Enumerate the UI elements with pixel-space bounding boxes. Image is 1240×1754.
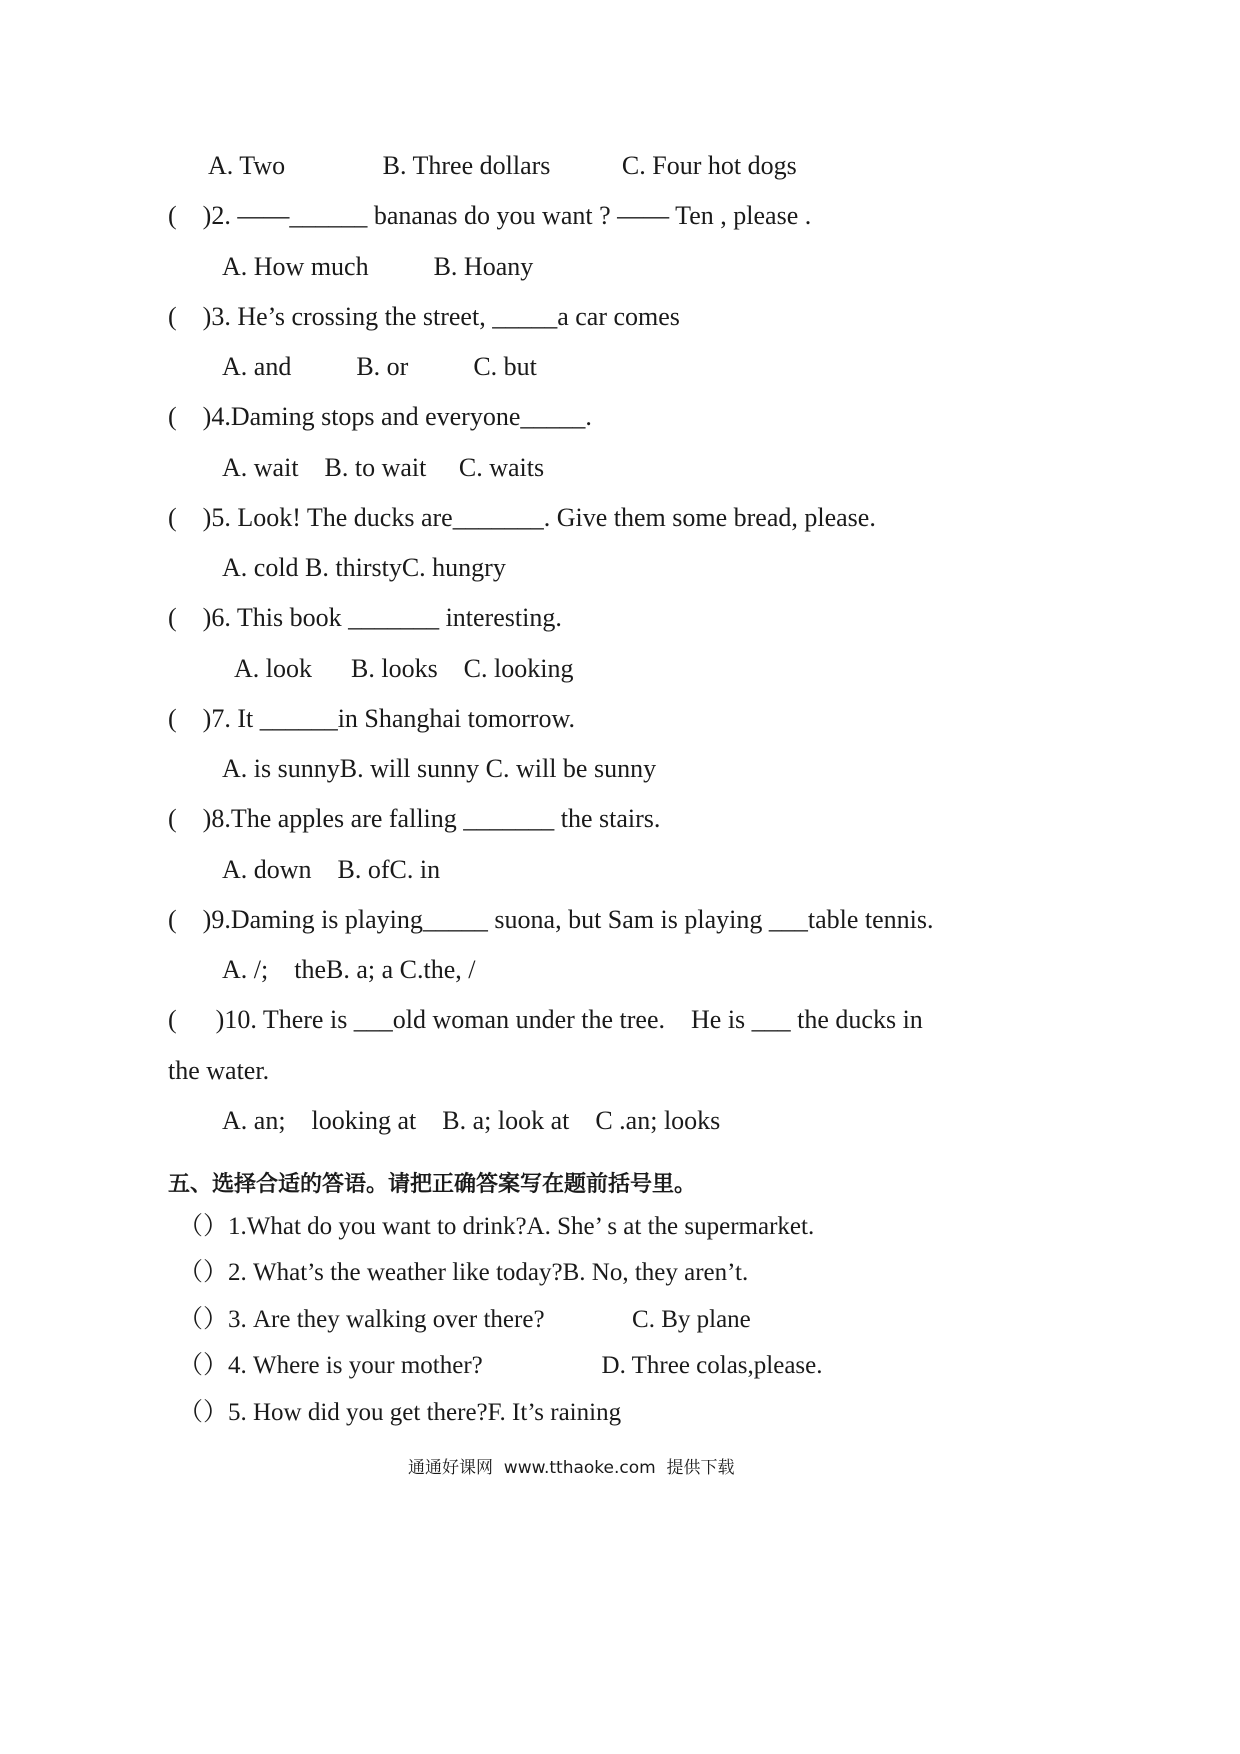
q3-options: A. and B. or C. but <box>222 352 537 381</box>
q8-stem: ( )8.The apples are falling _______ the stairs. <box>168 804 661 833</box>
q7-options: A. is sunnyB. will sunny C. will be sunny <box>222 754 657 783</box>
q2-options: A. How much B. Hoany <box>222 252 534 281</box>
q9-options: A. /; theB. a; a C.the, / <box>222 955 476 984</box>
q5-stem: ( )5. Look! The ducks are_______. Give them some bread, please. <box>168 503 876 532</box>
q2-stem: ( )2. ——______ bananas do you want ? —— Ten , please . <box>168 201 812 230</box>
q6-options: A. look B. looks C. looking <box>234 654 574 683</box>
q10-stem-continued: the water. <box>168 1056 270 1085</box>
q10-options: A. an; looking at B. a; look at C .an; looks <box>222 1106 721 1135</box>
section5-item-5: （）5. How did you get there?F. It’s raining <box>178 1399 622 1426</box>
section5-item-4: （）4. Where is your mother? D. Three colas,please. <box>178 1352 823 1379</box>
q4-stem: ( )4.Daming stops and everyone_____. <box>168 402 592 431</box>
q10-stem: ( )10. There is ___old woman under the tree. He is ___ the ducks in <box>168 1005 923 1034</box>
q9-stem: ( )9.Daming is playing_____ suona, but Sam is playing ___table tennis. <box>168 905 934 934</box>
q4-options: A. wait B. to wait C. waits <box>222 453 545 482</box>
q1-options: A. Two B. Three dollars C. Four hot dogs <box>208 151 797 180</box>
section5-heading: 五、选择合适的答语。请把正确答案写在题前括号里。 <box>168 1171 697 1197</box>
page-footer: 通通好课网 www.tthaoke.com 提供下载 <box>408 1458 735 1478</box>
q5-options: A. cold B. thirstyC. hungry <box>222 553 506 582</box>
q8-options: A. down B. ofC. in <box>222 855 441 884</box>
q6-stem: ( )6. This book _______ interesting. <box>168 603 562 632</box>
section5-item-3: （）3. Are they walking over there? C. By plane <box>178 1306 751 1333</box>
q7-stem: ( )7. It ______in Shanghai tomorrow. <box>168 704 576 733</box>
section5-item-1: （）1.What do you want to drink?A. She’ s at the supermarket. <box>178 1213 815 1240</box>
q3-stem: ( )3. He’s crossing the street, _____a car comes <box>168 302 680 331</box>
section5-item-2: （）2. What’s the weather like today?B. No, they aren’t. <box>178 1259 749 1286</box>
